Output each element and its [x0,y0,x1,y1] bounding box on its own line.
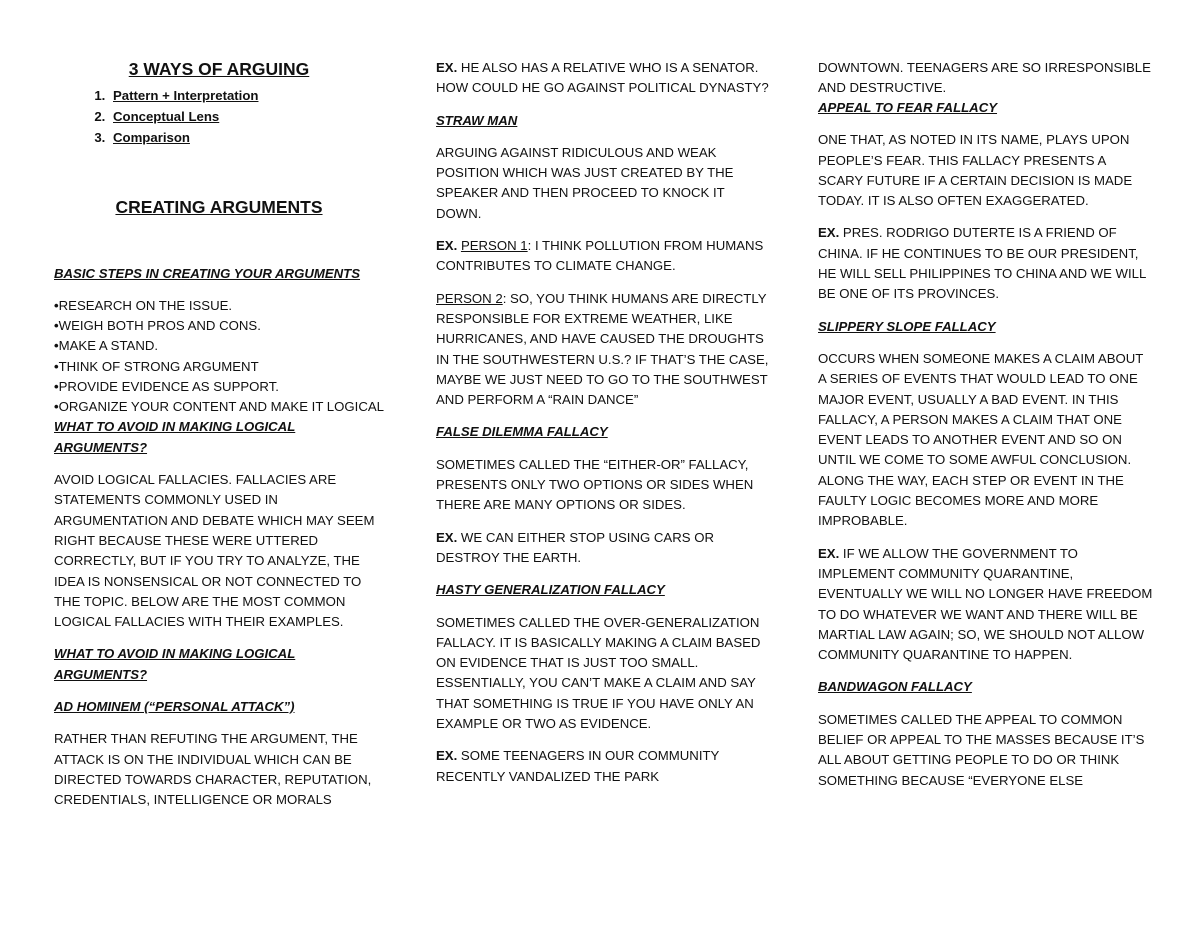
ways-item: 1. Pattern + Interpretation [109,86,384,107]
hasty-continued-text: DOWNTOWN. TEENAGERS ARE SO IRRESPONSIBLE AND DESTRUCTIVE. [818,60,1151,96]
false-dilemma-heading: FALSE DILEMMA FALLACY [436,424,608,440]
bandwagon-paragraph: SOMETIMES CALLED THE APPEAL TO COMMON BELIEF OR APPEAL TO THE MASSES BECAUSE IT’S ALL ABOUT GETTING PEOPLE TO DO OR THINK SOMETHING BECAUSE “EVERYONE ELSE [818,711,1145,788]
ways-item: 2. Conceptual Lens [109,107,384,128]
avoid-paragraph: AVOID LOGICAL FALLACIES. FALLACIES ARE STATEMENTS COMMONLY USED IN ARGUMENTATION AND DEBATE WHICH MAY SEEM RIGHT BECAUSE THESE WERE UTTERED CORRECTLY, BUT IF YOU TRY TO ANALYZE, THE IDEA IS NONSENSICAL OR NOT CONNECTED TO THE TOPIC. BELOW ARE THE MOST COMMON LOGICAL FALLACIES WITH THEIR EXAMPLES. [54,472,375,630]
ad-hominem-heading: AD HOMINEM (“PERSONAL ATTACK”) [54,699,295,715]
ad-hominem-example [436,58,771,99]
step-item: • THINK OF STRONG ARGUMENT [54,357,384,377]
example-text: PRES. RODRIGO DUTERTE IS A FRIEND OF CHINA. IF HE CONTINUES TO BE OUR PRESIDENT, HE WILL SELL PHILIPPINES TO CHINA AND WE WILL BE ONE OF ITS PROVINCES. [818,225,1146,302]
fear-paragraph: ONE THAT, AS NOTED IN ITS NAME, PLAYS UPON PEOPLE’S FEAR. THIS FALLACY PRESENTS A SCARY FUTURE IF A CERTAIN DECISION IS MADE TODAY. IT IS ALSO OFTEN EXAGGERATED. [818,132,1133,209]
example-label: EX. [436,238,458,254]
example-text: HE ALSO HAS A RELATIVE WHO IS A SENATOR. HOW COULD HE GO AGAINST POLITICAL DYNASTY? [436,60,769,96]
step-item: • MAKE A STAND. [54,336,384,356]
example-label: EX. [436,748,458,764]
straw-man-paragraph: ARGUING AGAINST RIDICULOUS AND WEAK POSITION WHICH WAS JUST CREATED BY THE SPEAKER AND THEN PROCEED TO KNOCK IT DOWN. [436,144,734,221]
hasty-example-continued [818,58,1153,99]
creating-title: CREATING ARGUMENTS [115,197,323,218]
fear-example [818,223,1153,304]
slippery-paragraph: OCCURS WHEN SOMEONE MAKES A CLAIM ABOUT A SERIES OF EVENTS THAT WOULD LEAD TO ONE MAJOR EVENT, USUALLY A BAD EVENT. IN THIS FALLACY, A PERSON MAKES A CLAIM THAT ONE EVENT LEADS TO ANOTHER EVENT AND SO ON UNTIL WE COME TO SOME AWFUL CONCLUSION. ALONG THE WAY, EACH STEP OR EVENT IN THE FAULTY LOGIC BECOMES MORE AND MORE IMPROBABLE. [818,350,1144,529]
straw-man-example-1 [436,236,771,277]
example-text: SOME TEENAGERS IN OUR COMMUNITY RECENTLY VANDALIZED THE PARK [436,748,720,784]
fear-heading: APPEAL TO FEAR FALLACY [818,100,998,115]
straw-man-heading: STRAW MAN [436,112,518,128]
steps-list [54,296,384,418]
false-dilemma-example [436,528,771,569]
ad-hominem-paragraph: RATHER THAN REFUTING THE ARGUMENT, THE ATTACK IS ON THE INDIVIDUAL WHICH CAN BE DIRECTED TOWARDS CHARACTER, REPUTATION, CREDENTIALS, INTELLIGENCE OR MORALS [54,731,372,808]
step-item: • PROVIDE EVIDENCE AS SUPPORT. [54,377,384,397]
hasty-paragraph: SOMETIMES CALLED THE OVER-GENERALIZATION FALLACY. IT IS BASICALLY MAKING A CLAIM BASED ON EVIDENCE THAT IS JUST TOO SMALL. ESSENTIALLY, YOU CAN’T MAKE A CLAIM AND SAY THAT SOMETHING IS TRUE IF YOU HAVE ONLY AN EXAMPLE OR TWO AS EVIDENCE. [436,614,761,732]
hasty-example [436,746,771,787]
slippery-heading: SLIPPERY SLOPE FALLACY [818,318,996,334]
column-3 [818,58,1153,791]
straw-man-example-2 [436,289,771,411]
hasty-heading: HASTY GENERALIZATION FALLACY [436,582,665,598]
step-item: • WEIGH BOTH PROS AND CONS. [54,316,384,336]
example-text: WE CAN EITHER STOP USING CARS OR DESTROY THE EARTH. [436,529,714,565]
example-label: EX. [436,529,458,545]
person-1-label: PERSON 1 [460,238,528,254]
step-item: • RESEARCH ON THE ISSUE. [54,296,384,316]
person-2-label: PERSON 2 [436,290,503,306]
example-label: EX. [436,60,458,75]
person-1-text: : I THINK POLLUTION FROM HUMANS CONTRIBUTES TO CLIMATE CHANGE. [436,238,764,274]
step-item: • ORGANIZE YOUR CONTENT AND MAKE IT LOGICAL [54,397,384,417]
avoid-heading-repeat: WHAT TO AVOID IN MAKING LOGICAL ARGUMENTS? [54,646,296,682]
example-label: EX. [818,225,840,241]
slippery-example [818,544,1153,666]
example-label: EX. [818,545,840,561]
person-2-text: : SO, YOU THINK HUMANS ARE DIRECTLY RESPONSIBLE FOR EXTREME WEATHER, LIKE HURRICANES, AND HAVE CAUSED THE DROUGHTS IN THE SOUTHWESTERN U.S.? IF THAT’S THE CASE, MAYBE WE JUST NEED TO GO TO THE SOUTHWEST AND PERFORM A “RAIN DANCE” [436,290,769,408]
example-text: IF WE ALLOW THE GOVERNMENT TO IMPLEMENT COMMUNITY QUARANTINE, EVENTUALLY WE WILL NO LONGER HAVE FREEDOM TO DO WHATEVER WE WANT AND THERE WILL BE MARTIAL LAW AGAIN; SO, WE SHOULD NOT ALLOW COMMUNITY QUARANTINE TO HAPPEN. [818,545,1153,663]
ways-item: 3. Comparison [109,128,384,149]
false-dilemma-paragraph: SOMETIMES CALLED THE “EITHER-OR” FALLACY, PRESENTS ONLY TWO OPTIONS OR SIDES WHEN THERE ARE MANY OPTIONS OR SIDES. [436,456,754,513]
ways-title: 3 WAYS OF ARGUING [128,59,310,79]
ways-list [54,86,384,148]
bandwagon-heading: BANDWAGON FALLACY [818,679,972,695]
column-2 [436,58,771,787]
basic-steps-heading: BASIC STEPS IN CREATING YOUR ARGUMENTS [54,266,361,282]
avoid-heading: WHAT TO AVOID IN MAKING LOGICAL ARGUMENTS? [54,419,296,455]
column-1 [54,58,384,811]
